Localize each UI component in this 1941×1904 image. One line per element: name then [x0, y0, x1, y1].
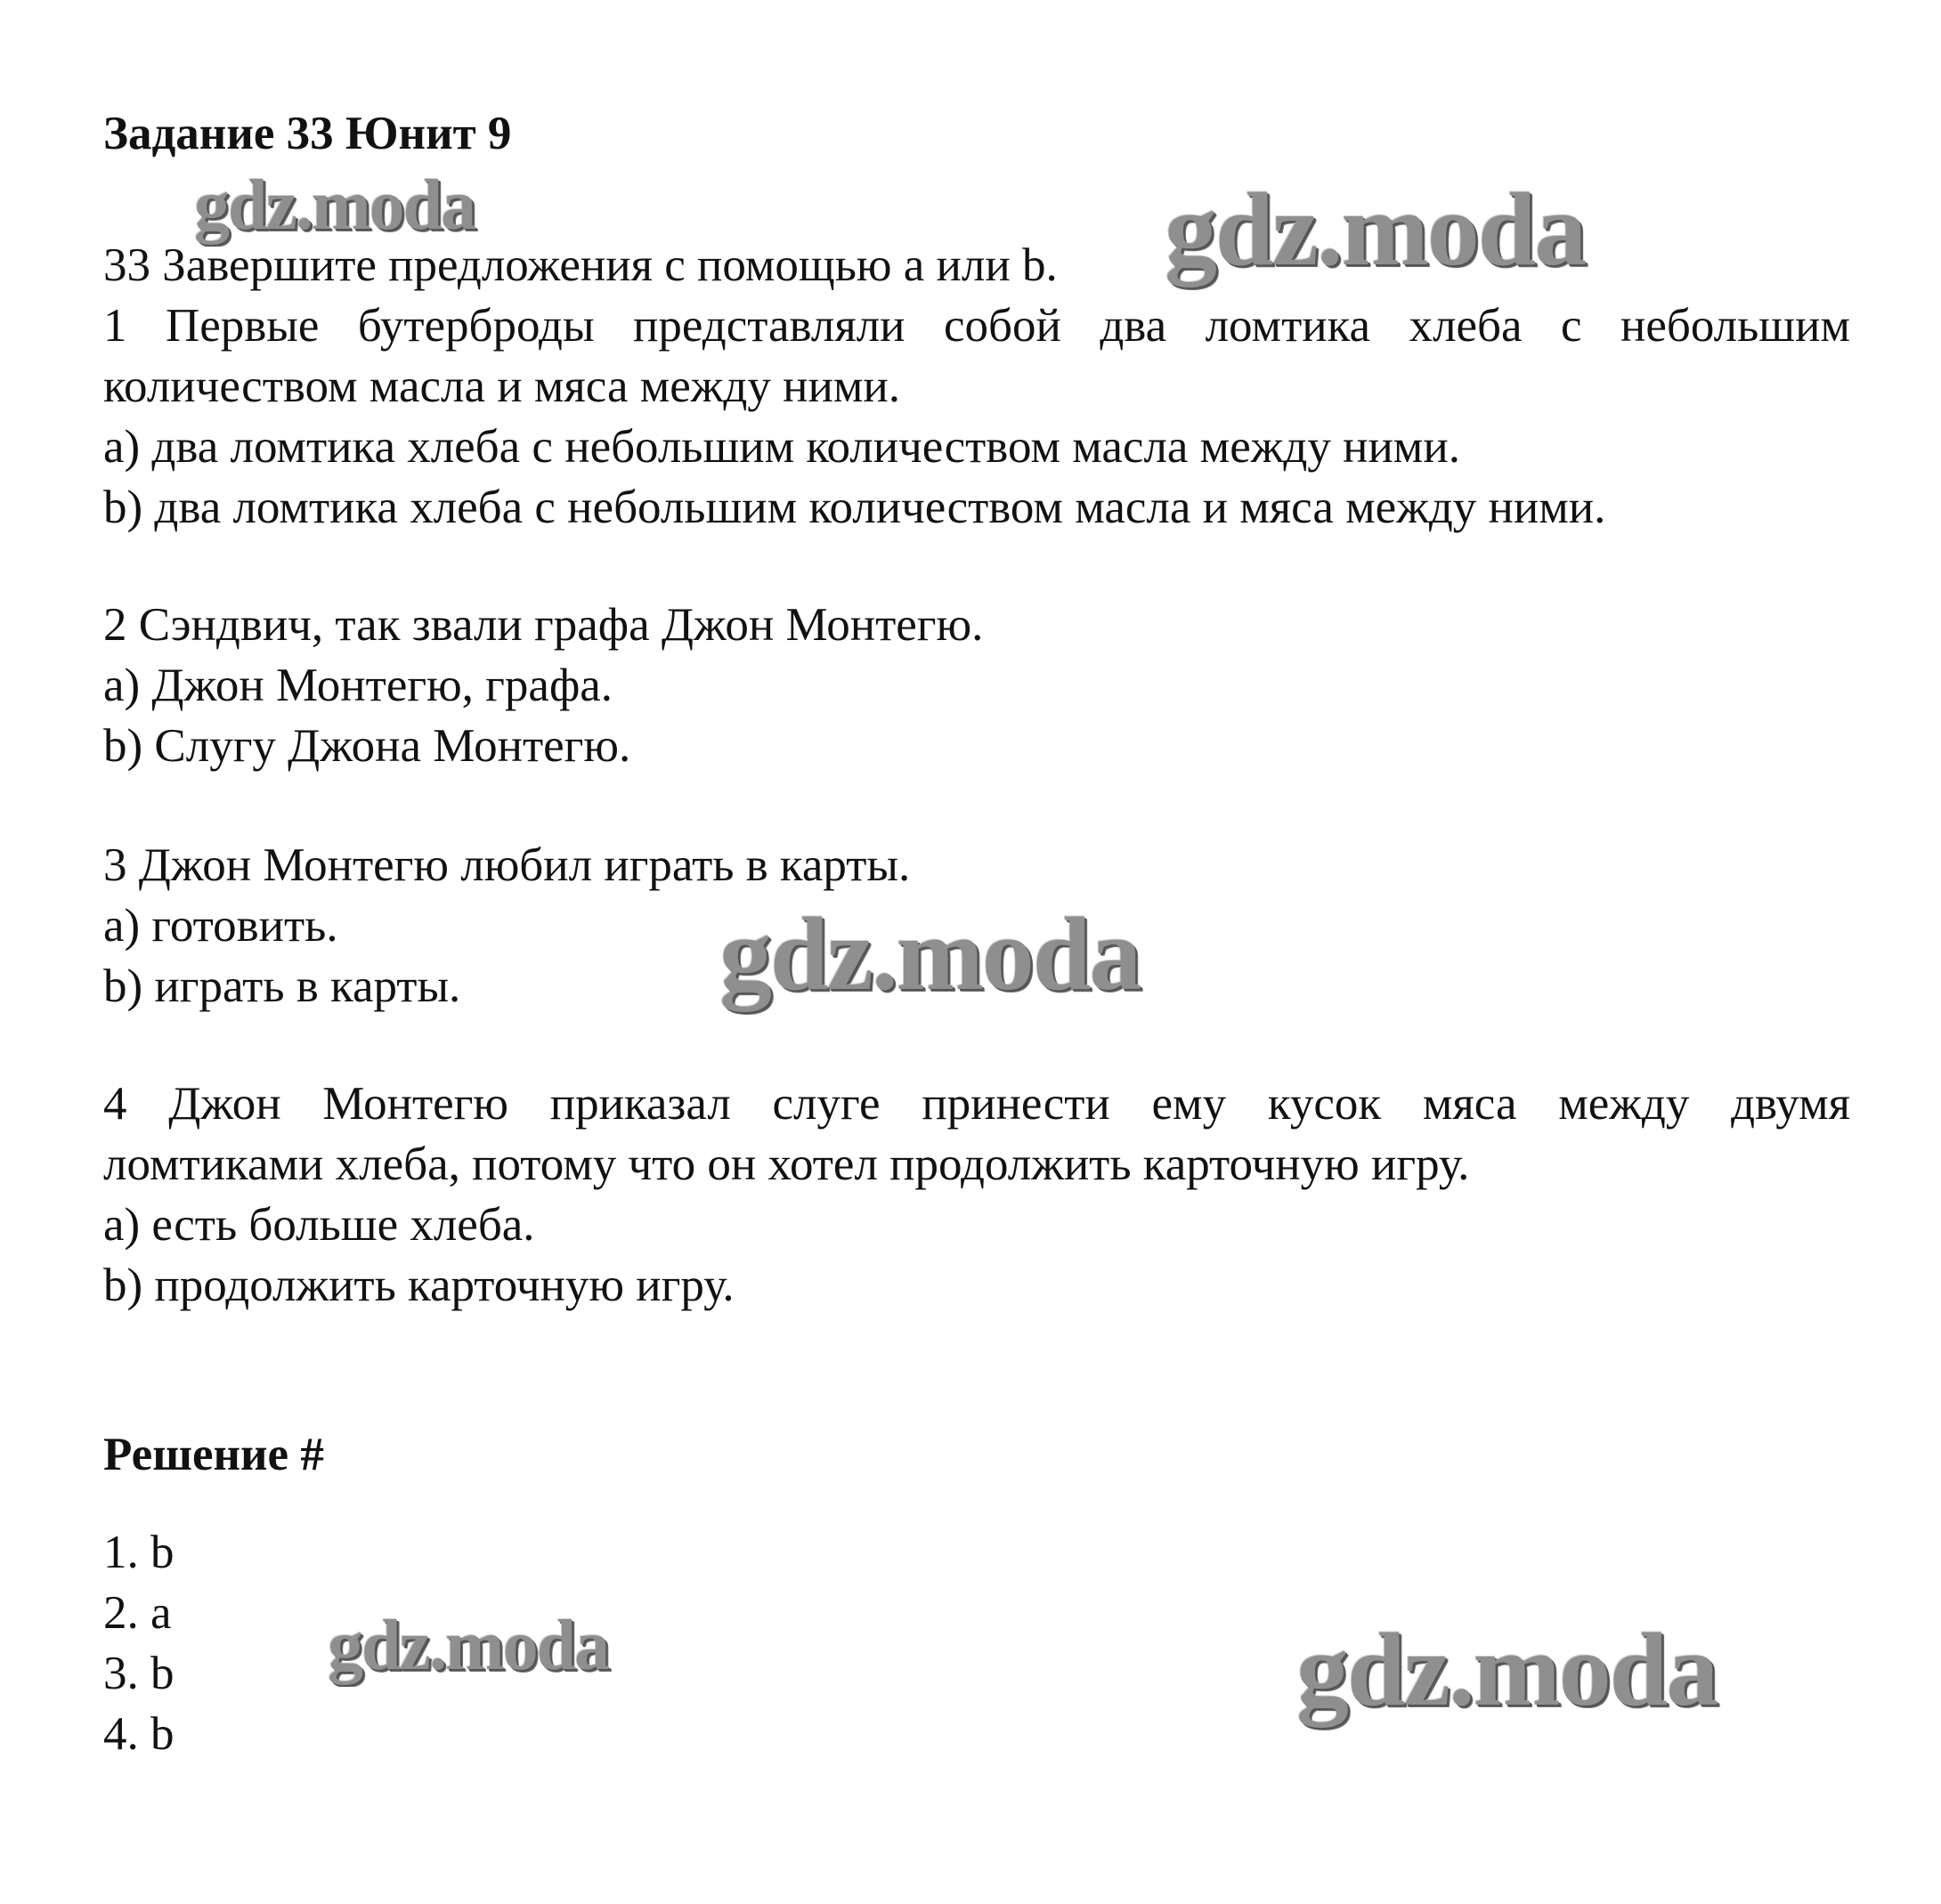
answer-4: 4. b: [103, 1708, 175, 1760]
answer-1: 1. b: [103, 1527, 175, 1578]
watermark-logo: gdz.moda: [719, 895, 1141, 1012]
question-1-line-1: 1 Первые бутерброды представляли собой два ломтика хлеба с небольшим: [103, 300, 1850, 352]
task-instruction: 33 Завершите предложения с помощью a или b.: [103, 239, 1058, 291]
question-2-line-1: 2 Сэндвич, так звали графа Джон Монтегю.: [103, 599, 984, 651]
question-2-option-b: b) Слугу Джона Монтегю.: [103, 720, 631, 772]
watermark-logo: gdz.moda: [328, 1607, 609, 1685]
question-3-line-1: 3 Джон Монтегю любил играть в карты.: [103, 839, 911, 891]
question-1-option-b: b) два ломтика хлеба с небольшим количеством масла и мяса между ними.: [103, 482, 1606, 533]
task-heading: Задание 33 Юнит 9: [103, 108, 512, 159]
solution-heading: Решение #: [103, 1429, 324, 1480]
watermark-logo: gdz.moda: [1296, 1611, 1718, 1728]
question-3-option-a: a) готовить.: [103, 900, 338, 952]
question-4-line-1: 4 Джон Монтегю приказал слуге принести ему кусок мяса между двумя: [103, 1078, 1850, 1130]
question-4-option-a: a) есть больше хлеба.: [103, 1199, 535, 1251]
question-3-option-b: b) играть в карты.: [103, 960, 461, 1012]
question-4-line-2: ломтиками хлеба, потому что он хотел продолжить карточную игру.: [103, 1138, 1470, 1190]
answer-2: 2. a: [103, 1587, 172, 1639]
question-2-option-a: a) Джон Монтегю, графа.: [103, 660, 613, 711]
question-1-option-a: a) два ломтика хлеба с небольшим количеством масла между ними.: [103, 421, 1460, 473]
question-4-option-b: b) продолжить карточную игру.: [103, 1260, 735, 1311]
watermark-logo: gdz.moda: [194, 166, 475, 245]
question-1-line-2: количеством масла и мяса между ними.: [103, 361, 900, 412]
answer-3: 3. b: [103, 1648, 175, 1699]
watermark-logo: gdz.moda: [1165, 171, 1586, 288]
